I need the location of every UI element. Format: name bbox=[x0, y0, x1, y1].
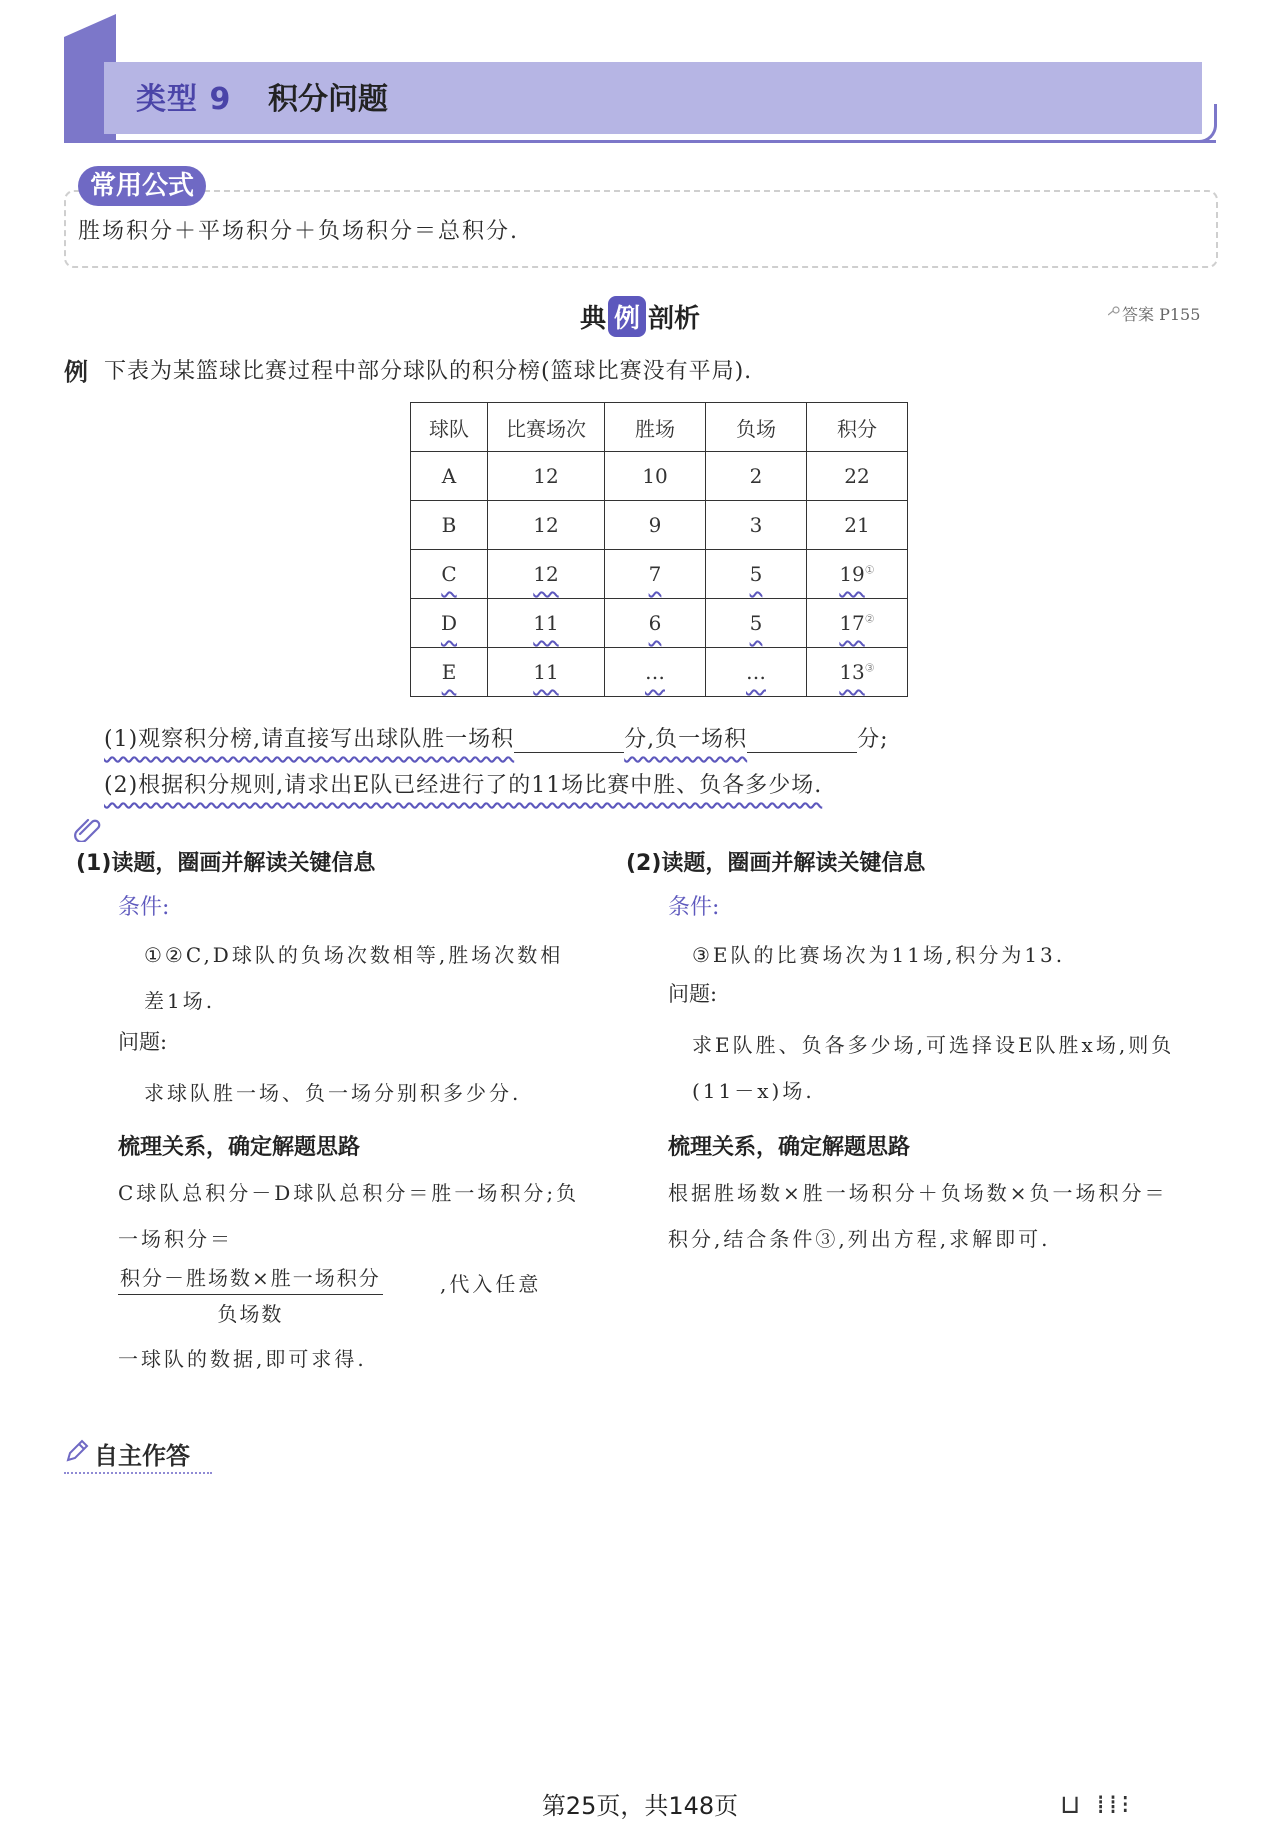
cell-text: 13 bbox=[839, 660, 865, 684]
annotation-mark: ② bbox=[864, 612, 875, 626]
fraction-expression bbox=[118, 1262, 383, 1327]
table-cell: 22 bbox=[807, 452, 908, 501]
table-cell bbox=[488, 550, 605, 599]
left-relation-text-end: 一球队的数据,即可求得. bbox=[118, 1347, 367, 1371]
annotation-mark: ① bbox=[864, 563, 875, 577]
question-1-part-c: 分; bbox=[857, 727, 889, 752]
cell-text: … bbox=[746, 660, 766, 684]
table-row bbox=[411, 599, 908, 648]
cell-text: 5 bbox=[749, 611, 763, 635]
page-title: 积分问题 bbox=[268, 82, 388, 117]
table-cell: 3 bbox=[706, 501, 807, 550]
page-number: 第25页，共148页 bbox=[541, 1792, 739, 1820]
table-cell: 2 bbox=[706, 452, 807, 501]
section-title-pre: 典 bbox=[579, 304, 606, 334]
question-1 bbox=[104, 722, 889, 753]
table-cell bbox=[411, 599, 488, 648]
right-relation-heading: 梳理关系，确定解题思路 bbox=[668, 1135, 911, 1160]
cell-text: 7 bbox=[648, 562, 662, 586]
table-cell bbox=[488, 648, 605, 697]
question-2 bbox=[104, 768, 822, 799]
type-label: 类型 9 bbox=[136, 82, 232, 117]
question-2-text: (2)根据积分规则,请求出E队已经进行了的11场比赛中胜、负各多少场. bbox=[104, 773, 823, 798]
section-title bbox=[0, 296, 1280, 337]
table-cell bbox=[411, 648, 488, 697]
right-condition-label: 条件: bbox=[668, 895, 720, 920]
header-cell: 积分 bbox=[807, 403, 908, 452]
self-answer-underline bbox=[64, 1472, 212, 1474]
fraction-numerator: 积分－胜场数×胜一场积分 bbox=[118, 1262, 383, 1295]
table-cell: 21 bbox=[807, 501, 908, 550]
key-icon bbox=[1108, 306, 1120, 316]
table-cell: 9 bbox=[605, 501, 706, 550]
table-cell: 12 bbox=[488, 501, 605, 550]
paperclip-icon bbox=[74, 814, 102, 842]
example-text: 下表为某篮球比赛过程中部分球队的积分榜(篮球比赛没有平局). bbox=[104, 359, 753, 384]
section-title-post: 剖析 bbox=[648, 304, 701, 334]
table-cell: B bbox=[411, 501, 488, 550]
table-row bbox=[411, 550, 908, 599]
section-title-mid: 例 bbox=[608, 296, 646, 337]
table-cell bbox=[807, 648, 908, 697]
formula-badge: 常用公式 bbox=[78, 166, 206, 206]
header-cell: 胜场 bbox=[605, 403, 706, 452]
cell-text: D bbox=[440, 611, 458, 635]
table-cell bbox=[706, 599, 807, 648]
table-cell bbox=[605, 599, 706, 648]
example-label: 例 bbox=[64, 358, 88, 386]
table-row bbox=[411, 648, 908, 697]
table-cell bbox=[706, 648, 807, 697]
cell-text: C bbox=[441, 562, 457, 586]
right-condition-text: ③E队的比赛场次为11场,积分为13. bbox=[692, 943, 1066, 967]
header-line bbox=[64, 140, 1216, 143]
header-curve bbox=[1190, 104, 1217, 143]
right-analysis-heading: (2)读题，圈画并解读关键信息 bbox=[626, 851, 926, 876]
cell-text: 11 bbox=[533, 611, 559, 635]
right-relation-text: 根据胜场数×胜一场积分＋负场数×负一场积分＝积分,结合条件③,列出方程,求解即可. bbox=[668, 1181, 1168, 1251]
answer-reference: 答案 P155 bbox=[1122, 305, 1201, 324]
table-cell bbox=[706, 550, 807, 599]
header-cell: 球队 bbox=[411, 403, 488, 452]
left-relation-text-cont: ,代入任意 bbox=[440, 1272, 542, 1296]
left-analysis-heading: (1)读题，圈画并解读关键信息 bbox=[76, 851, 376, 876]
formula-text: 胜场积分＋平场积分＋负场积分＝总积分. bbox=[78, 219, 519, 244]
table-cell: 10 bbox=[605, 452, 706, 501]
table-cell bbox=[411, 550, 488, 599]
annotation-mark: ③ bbox=[864, 661, 875, 675]
cell-text: … bbox=[645, 660, 665, 684]
header-cell: 比赛场次 bbox=[488, 403, 605, 452]
cell-text: 5 bbox=[749, 562, 763, 586]
question-1-part-a: (1)观察积分榜,请直接写出球队胜一场积 bbox=[104, 727, 515, 752]
answer-blank-2[interactable] bbox=[747, 732, 857, 753]
self-answer-title: 自主作答 bbox=[94, 1442, 190, 1470]
left-relation-heading: 梳理关系，确定解题思路 bbox=[118, 1135, 361, 1160]
table-header-row bbox=[411, 403, 908, 452]
fraction-denominator: 负场数 bbox=[217, 1302, 284, 1326]
left-question-label: 问题: bbox=[118, 1030, 168, 1054]
left-relation-text: C球队总积分－D球队总积分＝胜一场积分;负一场积分＝ bbox=[118, 1181, 580, 1251]
cell-text: 19 bbox=[839, 562, 865, 586]
right-question-label: 问题: bbox=[668, 982, 718, 1006]
cell-text: 17 bbox=[839, 611, 865, 635]
left-condition-text: ①②C,D球队的负场次数相等,胜场次数相差1场. bbox=[144, 943, 564, 1013]
table-cell bbox=[488, 599, 605, 648]
table-row bbox=[411, 452, 908, 501]
table-row bbox=[411, 501, 908, 550]
table-cell bbox=[807, 599, 908, 648]
pencil-icon bbox=[64, 1438, 90, 1464]
table-cell bbox=[807, 550, 908, 599]
cell-text: E bbox=[441, 660, 457, 684]
header-cell: 负场 bbox=[706, 403, 807, 452]
table-cell: A bbox=[411, 452, 488, 501]
answer-blank-1[interactable] bbox=[514, 732, 624, 753]
table-cell bbox=[605, 648, 706, 697]
table-cell: 12 bbox=[488, 452, 605, 501]
cell-text: 12 bbox=[533, 562, 559, 586]
left-condition-label: 条件: bbox=[118, 895, 170, 920]
cell-text: 11 bbox=[533, 660, 559, 684]
left-question-text: 求球队胜一场、负一场分别积多少分. bbox=[144, 1081, 522, 1105]
score-table bbox=[410, 402, 908, 697]
right-question-text: 求E队胜、负各多少场,可选择设E队胜x场,则负(11－x)场. bbox=[692, 1033, 1175, 1103]
table-cell bbox=[605, 550, 706, 599]
question-1-part-b: 分,负一场积 bbox=[624, 727, 748, 752]
cell-text: 6 bbox=[648, 611, 662, 635]
footer-marks: ⊔ ⁞⁞⁝ bbox=[1060, 1790, 1134, 1820]
